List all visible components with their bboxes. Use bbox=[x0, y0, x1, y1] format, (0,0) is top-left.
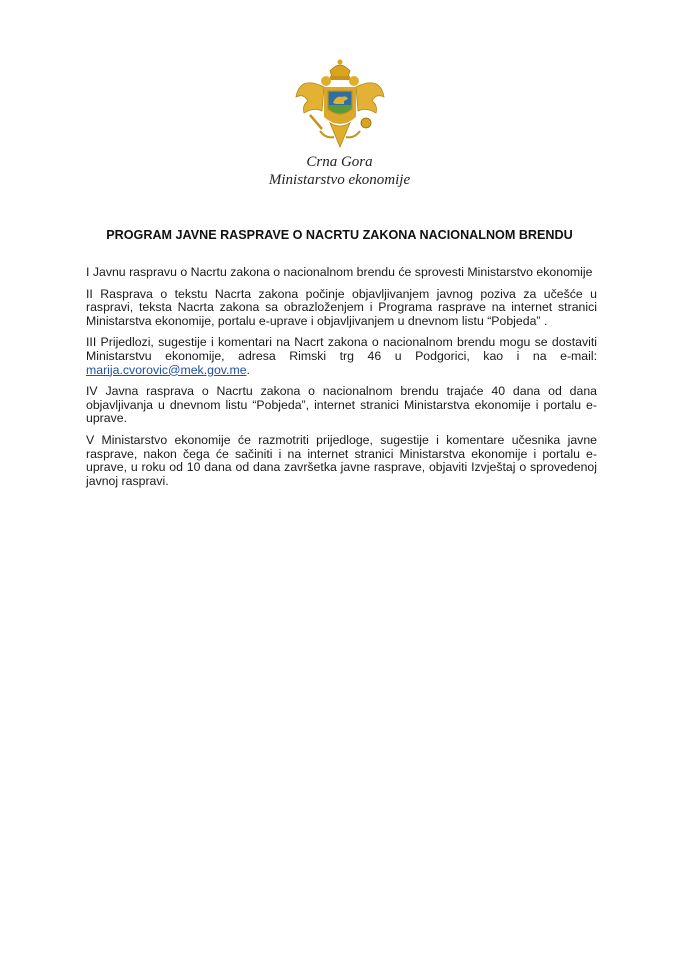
org-ministry-name: Ministarstvo ekonomije bbox=[268, 172, 411, 188]
paragraph-1: I Javnu raspravu o Nacrtu zakona o nacionalnom brendu će sprovesti Ministarstvo ekonomije bbox=[86, 265, 593, 279]
paragraph-3-end: . bbox=[246, 362, 250, 377]
org-country-name: Crna Gora bbox=[306, 154, 373, 170]
paragraph-5: V Ministarstvo ekonomije će razmotriti prijedloge, sugestije i komentare učesnika javne rasprave, nakon čega će sačiniti i na internet stranici Ministarstva ekonomije i portalu e-uprave, u roku od 10 dana od dana završetka javne rasprave, objaviti Izvještaj o sprovedenoj javnoj raspravi. bbox=[86, 432, 597, 488]
paragraph-2: II Rasprava o tekstu Nacrta zakona počinje objavljivanjem javnog poziva za učešće u raspravi, teksta Nacrta zakona sa obrazloženjem i Programa rasprave na internet stranici Ministarstva ekonomije, portalu e-uprave i objavljivanjem u dnevnom listu “Pobjeda” . bbox=[86, 286, 597, 328]
paragraph-3-text: III Prijedlozi, sugestije i komentari na Nacrt zakona o nacionalnom brendu mogu se dostaviti Ministarstvu ekonomije, adresa Rimski trg 46 u Podgorici, kao i na e-mail: bbox=[86, 335, 597, 363]
email-link[interactable]: marija.cvorovic@mek.gov.me bbox=[86, 362, 247, 377]
coat-of-arms-icon bbox=[294, 57, 386, 153]
document-title: PROGRAM JAVNE RASPRAVE O NACRTU ZAKONA NACIONALNOM BRENDU bbox=[106, 228, 573, 242]
paragraph-4: IV Javna rasprava o Nacrtu zakona o nacionalnom brendu trajaće 40 dana od dana objavljivanja u dnevnom listu “Pobjeda”, internet stranici Ministarstva ekonomije i portalu e-uprave. bbox=[86, 384, 597, 426]
document-body bbox=[86, 266, 597, 496]
paragraph-3 bbox=[86, 336, 597, 377]
